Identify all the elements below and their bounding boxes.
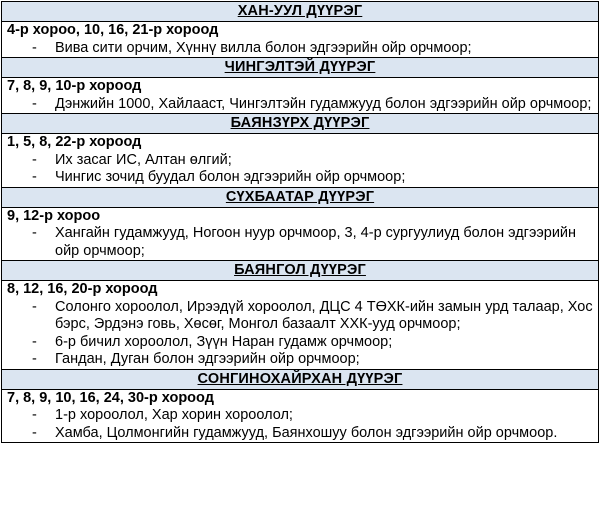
place-text: Их засаг ИС, Алтан өлгий; [55, 151, 232, 168]
place-list-item [7, 225, 593, 260]
place-text: Хангайн гудамжууд, Ногоон нуур орчмоор, 3, 4-р сургуулиуд болон эдгээрийн ойр орчмоор; [55, 225, 577, 259]
district-content [2, 134, 599, 188]
bullet-dash: - [32, 95, 37, 112]
khoroo-title: 7, 8, 9, 10-р хороод [7, 78, 142, 94]
place-list-item [7, 299, 593, 334]
place-list-item [7, 96, 593, 114]
district-header-row [2, 58, 599, 78]
place-text: Чингис зочид буудал болон эдгээрийн ойр орчмоор; [55, 169, 406, 185]
place-text: Хамба, Цолмонгийн гудамжууд, Баянхошуу болон эдгээрийн ойр орчмоор. [55, 424, 558, 441]
place-list-item [7, 40, 593, 58]
bullet-dash: - [32, 298, 37, 315]
place-text: 1-р хороолол, Хар хорин хороолол; [55, 407, 293, 423]
bullet-dash: - [32, 407, 37, 423]
district-name: ХАН-УУЛ ДҮҮРЭГ [2, 2, 599, 22]
place-list [7, 225, 593, 260]
place-list [7, 40, 593, 58]
khoroo-title: 4-р хороо, 10, 16, 21-р хороод [7, 22, 219, 38]
khoroo-title: 1, 5, 8, 22-р хороод [7, 134, 142, 150]
district-content [2, 389, 599, 443]
place-list-item [7, 152, 593, 170]
district-content [2, 281, 599, 370]
khoroo-title: 7, 8, 9, 10, 16, 24, 30-р хороод [7, 389, 214, 406]
district-body-row [2, 207, 599, 261]
bullet-dash: - [32, 424, 37, 441]
place-list-item [7, 351, 593, 369]
district-table-body [2, 2, 599, 443]
district-header-row [2, 114, 599, 134]
district-body-row [2, 22, 599, 58]
district-body-row [2, 281, 599, 370]
district-content [2, 207, 599, 261]
district-header-row [2, 187, 599, 207]
district-name: ЧИНГЭЛТЭЙ ДҮҮРЭГ [2, 58, 599, 78]
district-header-row [2, 261, 599, 281]
district-header-row [2, 2, 599, 22]
place-list-item [7, 407, 593, 425]
bullet-dash: - [32, 151, 37, 168]
place-text: Гандан, Дуган болон эдгээрийн ойр орчмоор; [55, 351, 360, 367]
place-list [7, 407, 593, 442]
district-table [1, 1, 599, 443]
district-name: БАЯНЗҮРХ ДҮҮРЭГ [2, 114, 599, 134]
bullet-dash: - [32, 351, 37, 367]
place-list [7, 96, 593, 114]
district-body-row [2, 389, 599, 443]
district-content [2, 22, 599, 58]
district-name: СОНГИНОХАЙРХАН ДҮҮРЭГ [2, 369, 599, 389]
district-header-row [2, 369, 599, 389]
place-list-item [7, 334, 593, 352]
place-text: 6-р бичил хороолол, Зүүн Наран гудамж орчмоор; [55, 333, 393, 350]
khoroo-title: 9, 12-р хороо [7, 207, 101, 224]
place-list [7, 152, 593, 187]
khoroo-title: 8, 12, 16, 20-р хороод [7, 281, 158, 297]
place-text: Дэнжийн 1000, Хайлааст, Чингэлтэйн гудамжууд болон эдгээрийн ойр орчмоор; [55, 95, 592, 112]
place-list-item [7, 169, 593, 187]
bullet-dash: - [32, 39, 37, 56]
bullet-dash: - [32, 169, 37, 185]
place-list [7, 299, 593, 369]
place-list-item [7, 425, 593, 443]
district-content [2, 78, 599, 114]
district-body-row [2, 78, 599, 114]
bullet-dash: - [32, 225, 37, 241]
place-text: Вива сити орчим, Хүннү вилла болон эдгээрийн ойр орчмоор; [55, 39, 472, 56]
district-name: СҮХБААТАР ДҮҮРЭГ [2, 187, 599, 207]
district-body-row [2, 134, 599, 188]
place-text: Солонго хороолол, Ирээдүй хороолол, ДЦС 4 ТӨХК-ийн замын урд талаар, Хос бэрс, Эрдэнэ говь, Хөсөг, Монгол базаалт ХХК-ууд орчмоор; [55, 298, 593, 332]
bullet-dash: - [32, 333, 37, 350]
district-name: БАЯНГОЛ ДҮҮРЭГ [2, 261, 599, 281]
